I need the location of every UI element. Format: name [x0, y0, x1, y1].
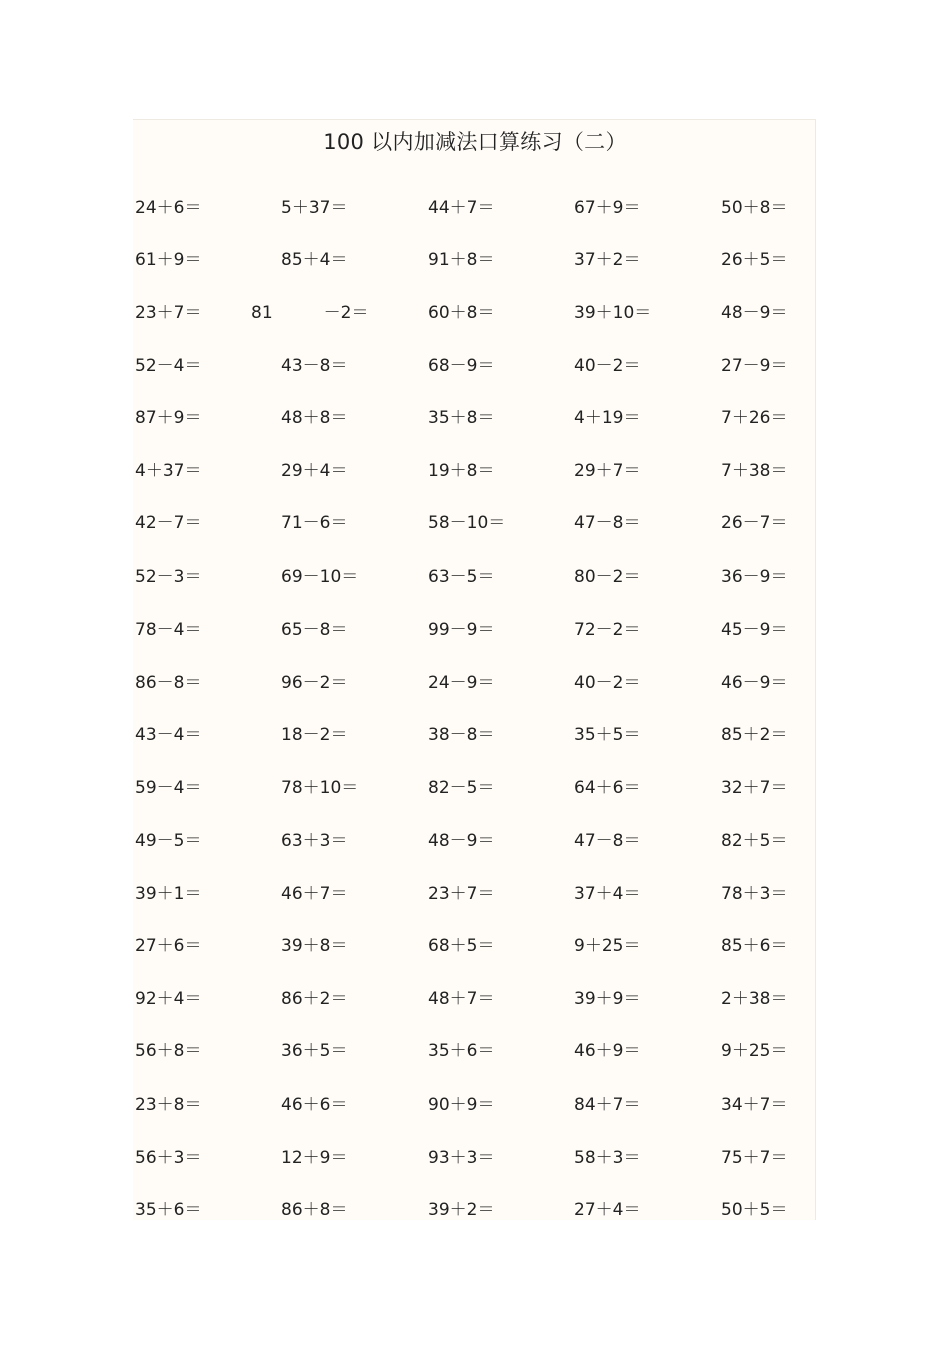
problem-row: [0, 829, 950, 853]
problem-cell: 48－9＝: [428, 831, 495, 851]
page-title: 100 以内加减法口算练习（二）: [323, 130, 627, 154]
problem-cell: 63＋3＝: [281, 831, 348, 851]
problem-cell: 63－5＝: [428, 567, 495, 587]
problem-cell: 39＋8＝: [281, 936, 348, 956]
problem-cell: 61＋9＝: [135, 250, 202, 270]
problem-cell: 36＋5＝: [281, 1041, 348, 1061]
problem-cell: 75＋7＝: [721, 1148, 788, 1168]
problem-row: [0, 1198, 950, 1222]
problem-cell: 36－9＝: [721, 567, 788, 587]
problem-cell: 35＋5＝: [574, 725, 641, 745]
problem-cell: 29＋7＝: [574, 461, 641, 481]
problem-cell: 37＋2＝: [574, 250, 641, 270]
problem-row: [0, 511, 950, 535]
problem-row: [0, 882, 950, 906]
problem-row: [0, 618, 950, 642]
problem-row: [0, 301, 950, 325]
problem-cell: 40－2＝: [574, 356, 641, 376]
problem-cell: 90＋9＝: [428, 1095, 495, 1115]
problem-cell: 46＋6＝: [281, 1095, 348, 1115]
problem-cell: 87＋9＝: [135, 408, 202, 428]
problem-cell: 86－8＝: [135, 673, 202, 693]
problem-cell: 68＋5＝: [428, 936, 495, 956]
problem-row: [0, 196, 950, 220]
problem-cell: 37＋4＝: [574, 884, 641, 904]
problem-cell: 39＋1＝: [135, 884, 202, 904]
problem-cell: 27＋6＝: [135, 936, 202, 956]
problem-cell: 85＋4＝: [281, 250, 348, 270]
problem-cell: 58－10＝: [428, 513, 506, 533]
problem-cell: 48－9＝: [721, 303, 788, 323]
problem-cell: 78＋10＝: [281, 778, 359, 798]
problem-cell: 65－8＝: [281, 620, 348, 640]
problem-cell: 96－2＝: [281, 673, 348, 693]
problem-cell: 23＋7＝: [428, 884, 495, 904]
problem-cell: 52－3＝: [135, 567, 202, 587]
problem-cell: 78＋3＝: [721, 884, 788, 904]
problem-cell: 39＋2＝: [428, 1200, 495, 1220]
problem-cell: 23＋8＝: [135, 1095, 202, 1115]
problem-cell: 85＋2＝: [721, 725, 788, 745]
problem-cell: 35＋6＝: [428, 1041, 495, 1061]
problem-cell: 60＋8＝: [428, 303, 495, 323]
problem-cell: 92＋4＝: [135, 989, 202, 1009]
problem-row: [0, 934, 950, 958]
problem-cell: 86＋2＝: [281, 989, 348, 1009]
problem-cell: 85＋6＝: [721, 936, 788, 956]
problem-cell: 39＋9＝: [574, 989, 641, 1009]
problem-cell: 35＋8＝: [428, 408, 495, 428]
problem-cell: 68－9＝: [428, 356, 495, 376]
problem-cell: 47－8＝: [574, 513, 641, 533]
problem-cell: 46＋7＝: [281, 884, 348, 904]
problem-cell: 46＋9＝: [574, 1041, 641, 1061]
problem-cell: 56＋8＝: [135, 1041, 202, 1061]
problem-cell: 26－7＝: [721, 513, 788, 533]
problem-cell: 4＋19＝: [574, 408, 641, 428]
problem-cell: 24－9＝: [428, 673, 495, 693]
problem-cell: 58＋3＝: [574, 1148, 641, 1168]
problem-cell: 27＋4＝: [574, 1200, 641, 1220]
problem-cell: 86＋8＝: [281, 1200, 348, 1220]
problem-cell: 9＋25＝: [574, 936, 641, 956]
problem-cell: 56＋3＝: [135, 1148, 202, 1168]
problem-cell: 39＋10＝: [574, 303, 652, 323]
problem-cell: 78－4＝: [135, 620, 202, 640]
problem-cell: 82－5＝: [428, 778, 495, 798]
problem-cell: 50＋8＝: [721, 198, 788, 218]
problem-row: [0, 723, 950, 747]
problem-cell: 99－9＝: [428, 620, 495, 640]
problem-cell: 84＋7＝: [574, 1095, 641, 1115]
problem-cell: 72－2＝: [574, 620, 641, 640]
problem-row: [0, 1039, 950, 1063]
problem-cell: 59－4＝: [135, 778, 202, 798]
problem-cell: 43－4＝: [135, 725, 202, 745]
problem-cell: 82＋5＝: [721, 831, 788, 851]
problem-cell: 69－10＝: [281, 567, 359, 587]
problem-cell: 80－2＝: [574, 567, 641, 587]
problem-cell: 26＋5＝: [721, 250, 788, 270]
problem-cell: 38－8＝: [428, 725, 495, 745]
problem-cell: 67＋9＝: [574, 198, 641, 218]
problem-cell: 12＋9＝: [281, 1148, 348, 1168]
problem-cell: 40－2＝: [574, 673, 641, 693]
problem-cell: 48＋8＝: [281, 408, 348, 428]
problem-cell: 47－8＝: [574, 831, 641, 851]
problem-cell: 44＋7＝: [428, 198, 495, 218]
problem-row: [0, 459, 950, 483]
problem-cell: 32＋7＝: [721, 778, 788, 798]
problem-cell: 50＋5＝: [721, 1200, 788, 1220]
problem-cell: 7＋26＝: [721, 408, 788, 428]
problem-cell: 93＋3＝: [428, 1148, 495, 1168]
problem-cell: 48＋7＝: [428, 989, 495, 1009]
problem-row: [0, 354, 950, 378]
problem-cell: 27－9＝: [721, 356, 788, 376]
problem-cell: 52－4＝: [135, 356, 202, 376]
problem-cell: 9＋25＝: [721, 1041, 788, 1061]
problem-cell: 24＋6＝: [135, 198, 202, 218]
problem-cell: 64＋6＝: [574, 778, 641, 798]
problem-cell: 19＋8＝: [428, 461, 495, 481]
problem-cell: 45－9＝: [721, 620, 788, 640]
problem-row: [0, 776, 950, 800]
problem-cell: 42－7＝: [135, 513, 202, 533]
problem-cell: 5＋37＝: [281, 198, 348, 218]
problem-cell: 7＋38＝: [721, 461, 788, 481]
problem-row: [0, 1093, 950, 1117]
problem-cell: 4＋37＝: [135, 461, 202, 481]
problem-row: [0, 987, 950, 1011]
problem-row: [0, 565, 950, 589]
problem-cell: 35＋6＝: [135, 1200, 202, 1220]
problem-cell: 23＋7＝: [135, 303, 202, 323]
problem-cell: 43－8＝: [281, 356, 348, 376]
problem-row: [0, 406, 950, 430]
problem-row: [0, 671, 950, 695]
problem-cell: 34＋7＝: [721, 1095, 788, 1115]
problem-cell: 18－2＝: [281, 725, 348, 745]
problem-cell: 81 －2＝: [251, 303, 369, 323]
problem-row: [0, 248, 950, 272]
problem-cell: 29＋4＝: [281, 461, 348, 481]
problem-cell: 46－9＝: [721, 673, 788, 693]
problem-cell: 91＋8＝: [428, 250, 495, 270]
problem-cell: 2＋38＝: [721, 989, 788, 1009]
problem-cell: 49－5＝: [135, 831, 202, 851]
problem-cell: 71－6＝: [281, 513, 348, 533]
problem-row: [0, 1146, 950, 1170]
